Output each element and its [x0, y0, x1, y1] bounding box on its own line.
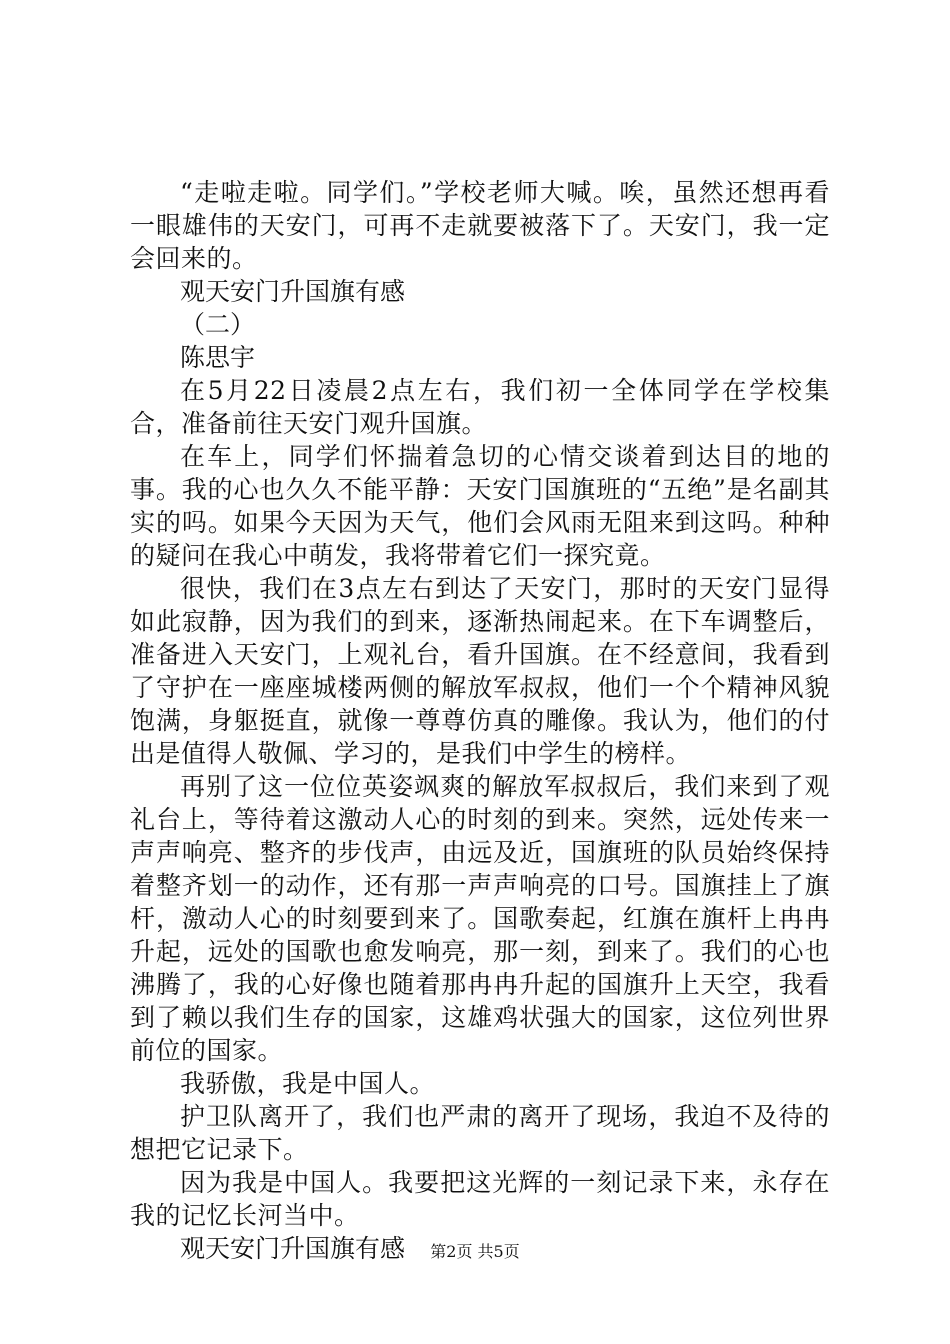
page-number: 第2页 共5页 [430, 1242, 520, 1261]
closing-title: 观天安门升国旗有感 [180, 1234, 406, 1263]
paragraph-3: 很快，我们在3点左右到达了天安门，那时的天安门显得如此寂静，因为我们的到来，逐渐热闹起来。在下车调整后，准备进入天安门，上观礼台，看升国旗。在不经意间，我看到了守护在一座座城楼两侧的解放军叔叔，他们一个个精神风貌饱满，身躯挺直，就像一尊尊仿真的雕像。我认为，他们的付出是值得人敬佩、学习的，是我们中学生的榜样。 [130, 574, 830, 768]
document-body [130, 176, 830, 1265]
section-title: 观天安门升国旗有感 [180, 277, 406, 306]
paragraph-1: 在5月22日凌晨2点左右，我们初一全体同学在学校集合，准备前往天安门观升国旗。 [130, 376, 830, 438]
page-footer [0, 1242, 950, 1262]
paragraph-4: 再别了这一位位英姿飒爽的解放军叔叔后，我们来到了观礼台上，等待着这激动人心的时刻的到来。突然，远处传来一声声响亮、整齐的步伐声，由远及近，国旗班的队员始终保持着整齐划一的动作，还有那一声声响亮的口号。国旗挂上了旗杆，激动人心的时刻要到来了。国歌奏起，红旗在旗杆上冉冉升起，远处的国歌也愈发响亮，那一刻，到来了。我们的心也沸腾了，我的心好像也随着那冉冉升起的国旗升上天空，我看到了赖以我们生存的国家，这雄鸡状强大的国家，这位列世界前位的国家。 [130, 772, 830, 1065]
paragraph-6: 护卫队离开了，我们也严肃的离开了现场，我迫不及待的想把它记录下。 [130, 1102, 830, 1164]
paragraph-5: 我骄傲，我是中国人。 [180, 1069, 436, 1098]
paragraph-intro: “走啦走啦。同学们。”学校老师大喊。唉，虽然还想再看一眼雄伟的天安门，可再不走就要被落下了。天安门，我一定会回来的。 [130, 178, 830, 273]
paragraph-7: 因为我是中国人。我要把这光辉的一刻记录下来，永存在我的记忆长河当中。 [130, 1168, 830, 1230]
author-name: 陈思宇 [180, 343, 256, 372]
section-subtitle: （二） [180, 310, 256, 339]
paragraph-2: 在车上，同学们怀揣着急切的心情交谈着到达目的地的事。我的心也久久不能平静：天安门国旗班的“五绝”是名副其实的吗。如果今天因为天气，他们会风雨无阻来到这吗。种种的疑问在我心中萌发，我将带着它们一探究竟。 [130, 442, 830, 570]
